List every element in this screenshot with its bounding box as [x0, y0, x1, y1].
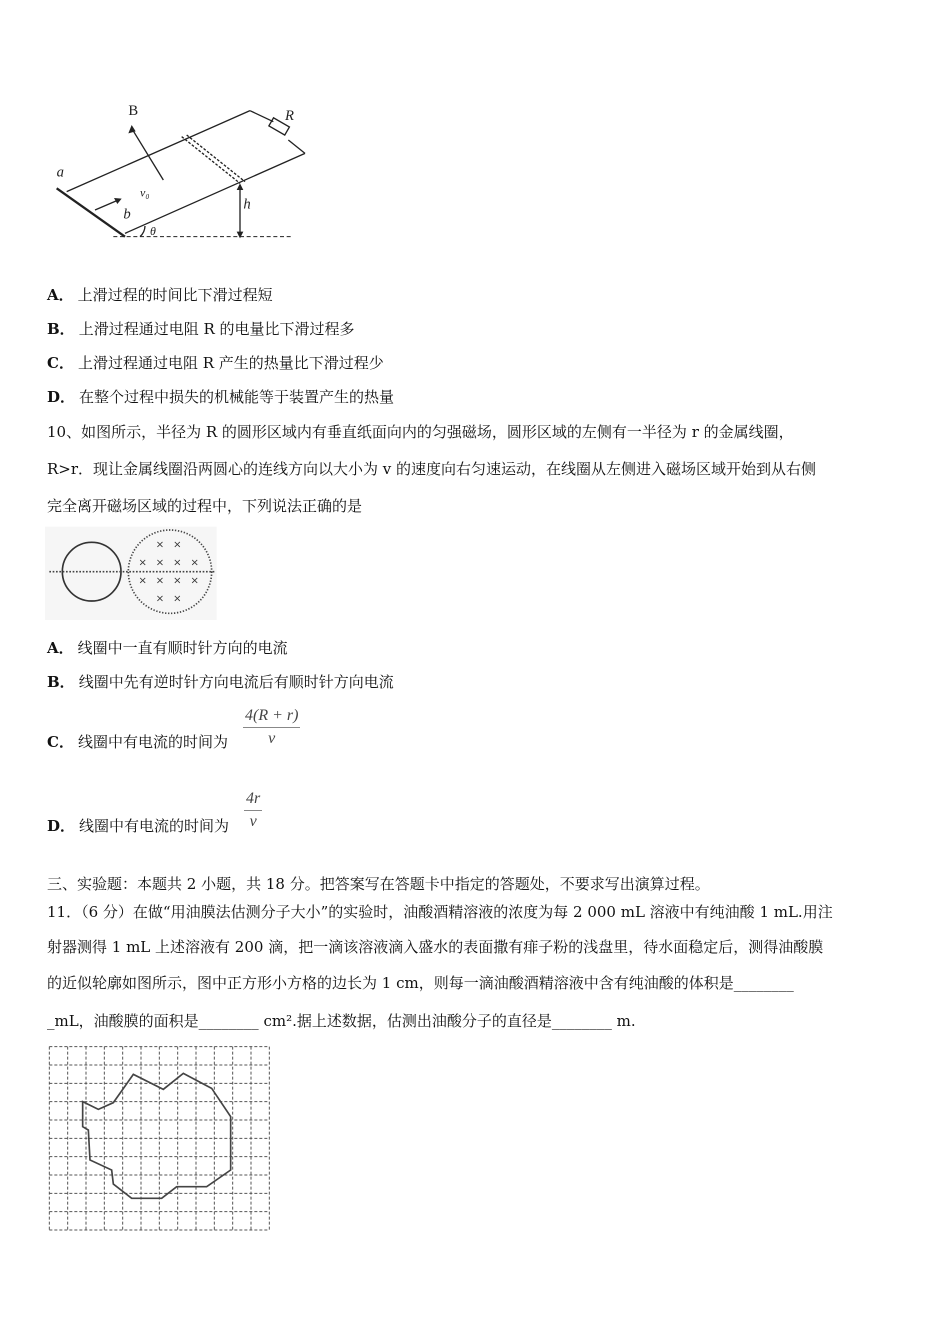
- label-b: b: [123, 206, 131, 223]
- q10-option-b[interactable]: [47, 672, 394, 692]
- label-h: h: [243, 196, 251, 213]
- coil-field-diagram: [40, 520, 220, 625]
- inclined-rails-diagram: [40, 90, 310, 250]
- q9-option-c[interactable]: [47, 353, 384, 373]
- fraction-d: [244, 790, 262, 831]
- svg-text:×: ×: [190, 575, 199, 587]
- q10-option-c[interactable]: [47, 732, 228, 752]
- option-text: 线圈中先有逆时针方向电流后有顺时针方向电流: [78, 673, 394, 691]
- option-letter: C．: [47, 733, 74, 751]
- numerator: 4r: [244, 790, 262, 811]
- q10-option-d[interactable]: [47, 816, 229, 836]
- option-text: 线圈中有电流的时间为: [77, 733, 228, 751]
- svg-text:×: ×: [138, 575, 147, 587]
- q9-option-a[interactable]: [47, 285, 273, 305]
- svg-text:×: ×: [155, 539, 165, 551]
- q9-option-b[interactable]: [47, 319, 355, 339]
- q9-option-d[interactable]: [47, 387, 394, 407]
- option-letter: B．: [47, 320, 75, 338]
- oil-film-grid-diagram: [40, 1040, 280, 1235]
- numerator: 4(R + r): [243, 707, 300, 728]
- option-letter: D．: [47, 817, 76, 835]
- q10-stem-line: 10、如图所示，半径为 R 的圆形区域内有垂直纸面向内的匀强磁场，圆形区域的左侧有一半径为 r 的金属线圈，: [47, 423, 794, 441]
- label-B: B: [128, 103, 139, 119]
- svg-text:×: ×: [190, 557, 199, 569]
- q10-option-a[interactable]: [47, 638, 288, 658]
- svg-text:×: ×: [155, 593, 165, 605]
- option-letter: B．: [47, 673, 75, 691]
- q11-stem-line: 的近似轮廓如图所示，图中正方形小方格的边长为 1 cm，则每一滴油酸酒精溶液中含有纯油酸的体积是________: [47, 974, 794, 992]
- option-letter: A．: [47, 286, 74, 304]
- label-theta: θ: [150, 224, 156, 238]
- option-letter: C．: [47, 354, 74, 372]
- svg-text:×: ×: [138, 557, 147, 569]
- denominator: v: [249, 813, 257, 830]
- option-text: 上滑过程通过电阻 R 的电量比下滑过程多: [78, 320, 355, 338]
- denominator: v: [268, 730, 276, 747]
- section-heading: 三、实验题：本题共 2 小题，共 18 分。把答案写在答题卡中指定的答题处，不要求写出演算过程。: [47, 875, 710, 893]
- option-text: 线圈中有电流的时间为: [79, 817, 230, 835]
- option-text: 上滑过程的时间比下滑过程短: [77, 286, 273, 304]
- option-text: 线圈中一直有顺时针方向的电流: [77, 639, 288, 657]
- oil-film-outline: [83, 1073, 231, 1198]
- option-letter: D．: [47, 388, 76, 406]
- q11-stem-line: 射器测得 1 mL 上述溶液有 200 滴，把一滴该溶液滴入盛水的表面撒有痱子粉的浅盘里，待水面稳定后，测得油酸膜: [47, 938, 824, 956]
- label-R: R: [285, 108, 294, 124]
- q10-stem-line: R>r．现让金属线圈沿两圆心的连线方向以大小为 v 的速度向右匀速运动，在线圈从左侧进入磁场区域开始到从右侧: [47, 460, 817, 478]
- q11-stem-line: 11．（6 分）在做“用油膜法估测分子大小”的实验时，油酸酒精溶液的浓度为每 2 000 mL 溶液中有纯油酸 1 mL.用注: [47, 903, 833, 921]
- svg-text:×: ×: [155, 575, 165, 587]
- svg-text:×: ×: [155, 557, 165, 569]
- svg-text:×: ×: [173, 593, 182, 605]
- svg-text:×: ×: [173, 575, 182, 587]
- option-text: 在整个过程中损失的机械能等于装置产生的热量: [79, 388, 395, 406]
- fraction-c: [243, 707, 300, 748]
- option-letter: A．: [47, 639, 74, 657]
- label-v0: v₀: [140, 185, 150, 200]
- svg-text:×: ×: [173, 557, 182, 569]
- q10-stem-line: 完全离开磁场区域的过程中，下列说法正确的是: [47, 497, 363, 515]
- label-a: a: [56, 164, 64, 181]
- svg-text:×: ×: [173, 539, 182, 551]
- option-text: 上滑过程通过电阻 R 产生的热量比下滑过程少: [77, 354, 384, 372]
- q11-stem-line: _mL，油酸膜的面积是________ cm².据上述数据，估测出油酸分子的直径是________ m.: [47, 1012, 636, 1030]
